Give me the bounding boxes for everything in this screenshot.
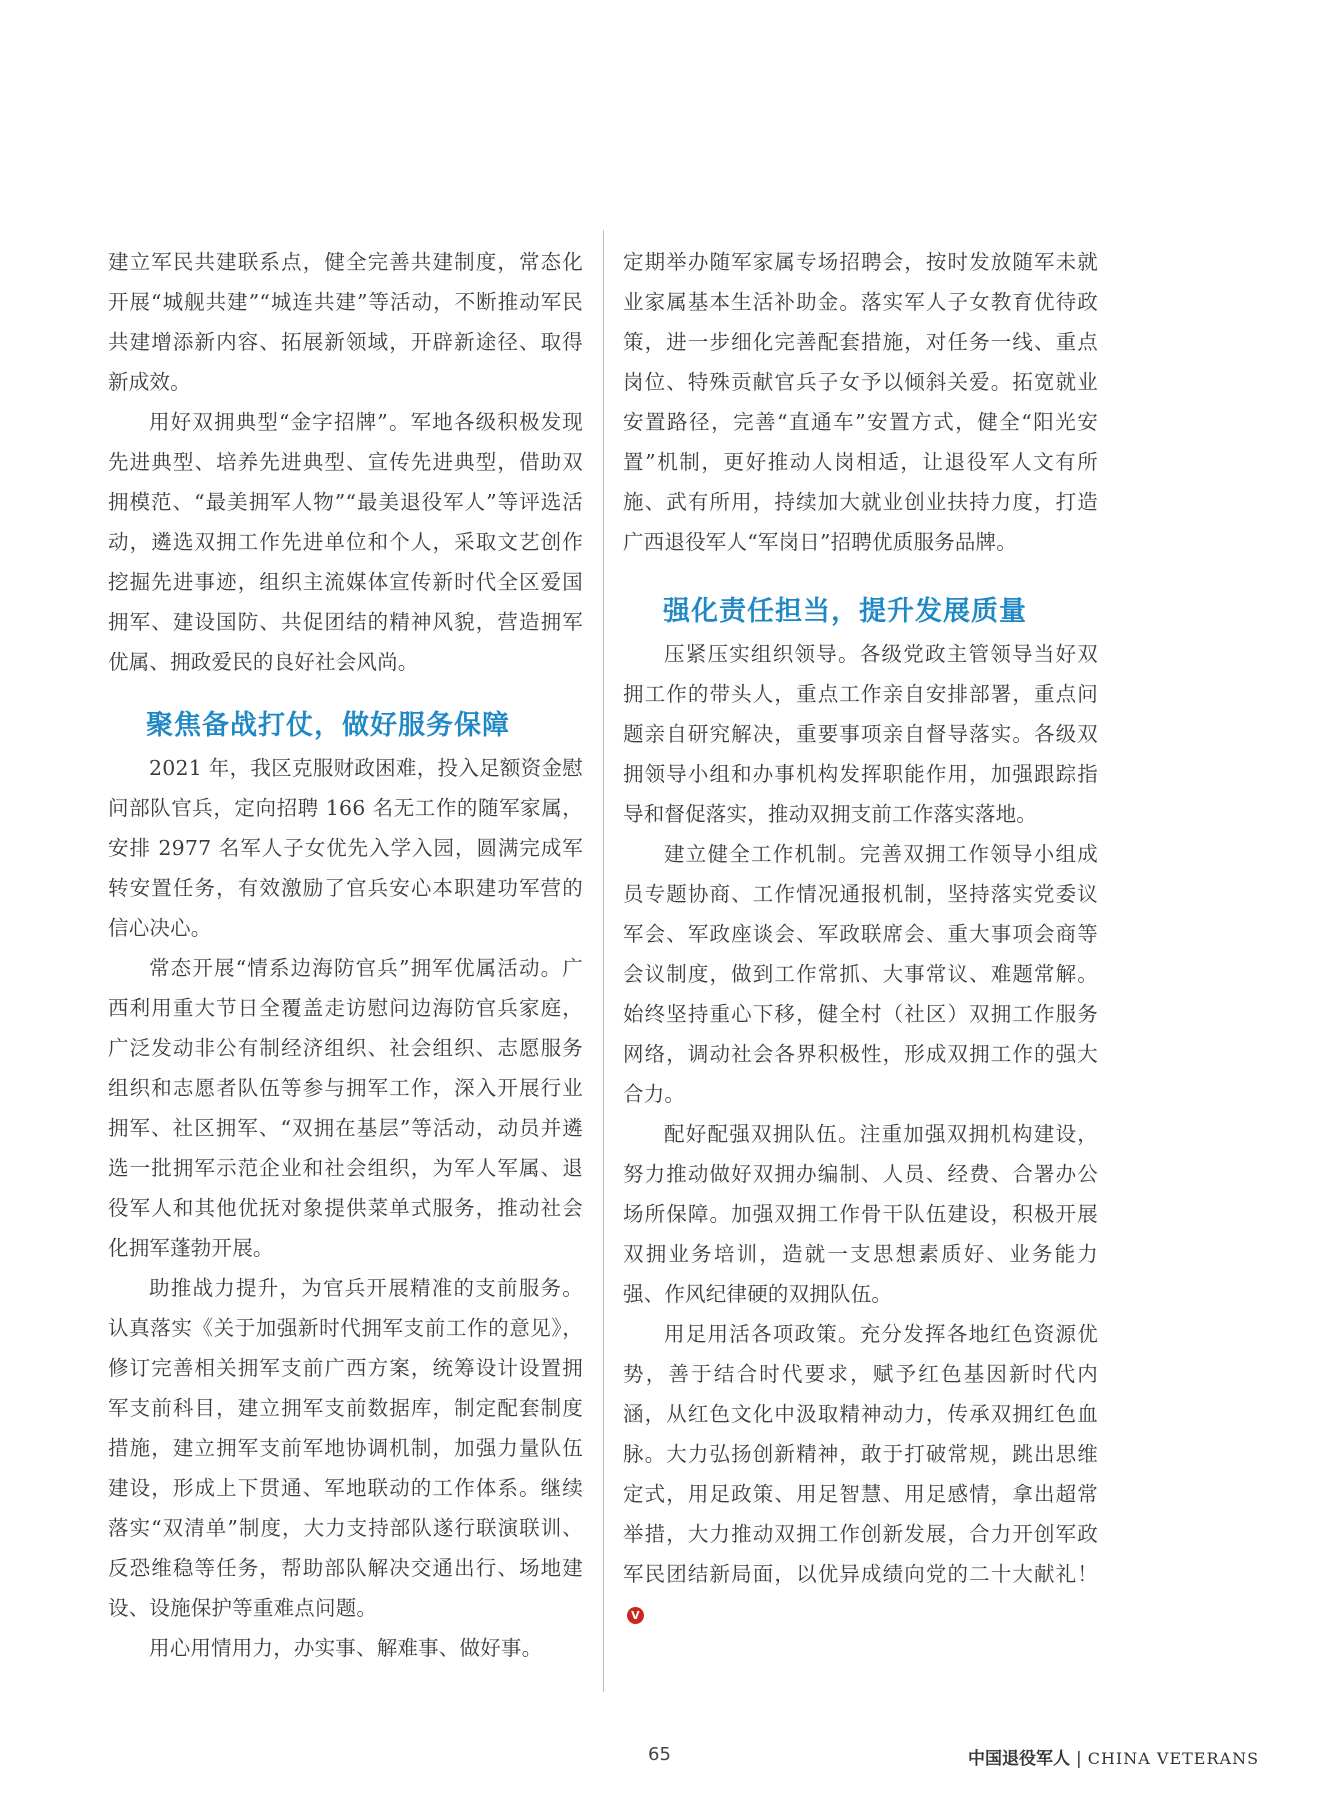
article-paragraph: 用心用情用力，办实事、解难事、做好事。	[149, 1636, 543, 1660]
article-paragraph: 助推战力提升，为官兵开展精准的支前服务。认真落实《关于加强新时代拥军支前工作的意见》，修订完善相关拥军支前广西方案，统筹设计设置拥军支前科目，建立拥军支前数据库，制定配套制度措施，建立拥军支前军地协调机制，加强力量队伍建设，形成上下贯通、军地联动的工作体系。继续落实“双清单”制度，大力支持部队遂行联演联训、反恐维稳等任务，帮助部队解决交通出行、场地建设、设施保护等重难点问题。	[108, 1276, 583, 1620]
magazine-title-cn: 中国退役军人	[968, 1749, 1070, 1769]
magazine-masthead	[968, 1744, 1259, 1769]
article-paragraph: 常态开展“情系边海防官兵”拥军优属活动。广西利用重大节日全覆盖走访慰问边海防官兵家庭，广泛发动非公有制经济组织、社会组织、志愿服务组织和志愿者队伍等参与拥军工作，深入开展行业拥军、社区拥军、“双拥在基层”等活动，动员并遴选一批拥军示范企业和社会组织，为军人军属、退役军人和其他优抚对象提供菜单式服务，推动社会化拥军蓬勃开展。	[108, 956, 583, 1260]
section-heading: 强化责任担当，提升发展质量	[663, 596, 1027, 627]
article-paragraph: 建立军民共建联系点，健全完善共建制度，常态化开展“城舰共建”“城连共建”等活动，不断推动军民共建增添新内容、拓展新领域，开辟新途径、取得新成效。	[108, 250, 583, 394]
right-column	[623, 242, 1098, 1634]
section-heading: 聚焦备战打仗，做好服务保障	[146, 710, 510, 741]
article-paragraph: 2021 年，我区克服财政困难，投入足额资金慰问部队官兵，定向招聘 166 名无工作的随军家属，安排 2977 名军人子女优先入学入园，圆满完成军转安置任务，有效激励了官兵安心本职建功军营的信心决心。	[108, 756, 583, 940]
left-column	[108, 242, 583, 1668]
final-paragraph-text: 用足用活各项政策。充分发挥各地红色资源优势，善于结合时代要求，赋予红色基因新时代内涵，从红色文化中汲取精神动力，传承双拥红色血脉。大力弘扬创新精神，敢于打破常规，跳出思维定式，用足政策、用足智慧、用足感情，拿出超常举措，大力推动双拥工作创新发展，合力开创军政军民团结新局面，以优异成绩向党的二十大献礼！	[623, 1322, 1098, 1586]
magazine-title-en: CHINA VETERANS	[1087, 1749, 1260, 1768]
column-divider	[603, 230, 604, 1692]
end-mark-icon: V	[627, 1607, 644, 1624]
article-paragraph: 压紧压实组织领导。各级党政主管领导当好双拥工作的带头人，重点工作亲自安排部署，重点问题亲自研究解决，重要事项亲自督导落实。各级双拥领导小组和办事机构发挥职能作用，加强跟踪指导和督促落实，推动双拥支前工作落实落地。	[623, 642, 1098, 826]
article-paragraph: 配好配强双拥队伍。注重加强双拥机构建设，努力推动做好双拥办编制、人员、经费、合署办公场所保障。加强双拥工作骨干队伍建设，积极开展双拥业务培训，造就一支思想素质好、业务能力强、作风纪律硬的双拥队伍。	[623, 1122, 1098, 1306]
article-paragraph: 定期举办随军家属专场招聘会，按时发放随军未就业家属基本生活补助金。落实军人子女教育优待政策，进一步细化完善配套措施，对任务一线、重点岗位、特殊贡献官兵子女予以倾斜关爱。拓宽就业安置路径，完善“直通车”安置方式，健全“阳光安置”机制，更好推动人岗相适，让退役军人文有所施、武有所用，持续加大就业创业扶持力度，打造广西退役军人“军岗日”招聘优质服务品牌。	[623, 250, 1098, 554]
article-paragraph: 用好双拥典型“金字招牌”。军地各级积极发现先进典型、培养先进典型、宣传先进典型，借助双拥模范、“最美拥军人物”“最美退役军人”等评选活动，遴选双拥工作先进单位和个人，采取文艺创作挖掘先进事迹，组织主流媒体宣传新时代全区爱国拥军、建设国防、共促团结的精神风貌，营造拥军优属、拥政爱民的良好社会风尚。	[108, 410, 583, 674]
article-paragraph-final	[623, 1314, 1098, 1634]
masthead-separator: |	[1076, 1749, 1082, 1769]
page-number: 65	[648, 1744, 671, 1765]
article-paragraph: 建立健全工作机制。完善双拥工作领导小组成员专题协商、工作情况通报机制，坚持落实党委议军会、军政座谈会、军政联席会、重大事项会商等会议制度，做到工作常抓、大事常议、难题常解。始终坚持重心下移，健全村（社区）双拥工作服务网络，调动社会各界积极性，形成双拥工作的强大合力。	[623, 842, 1098, 1106]
